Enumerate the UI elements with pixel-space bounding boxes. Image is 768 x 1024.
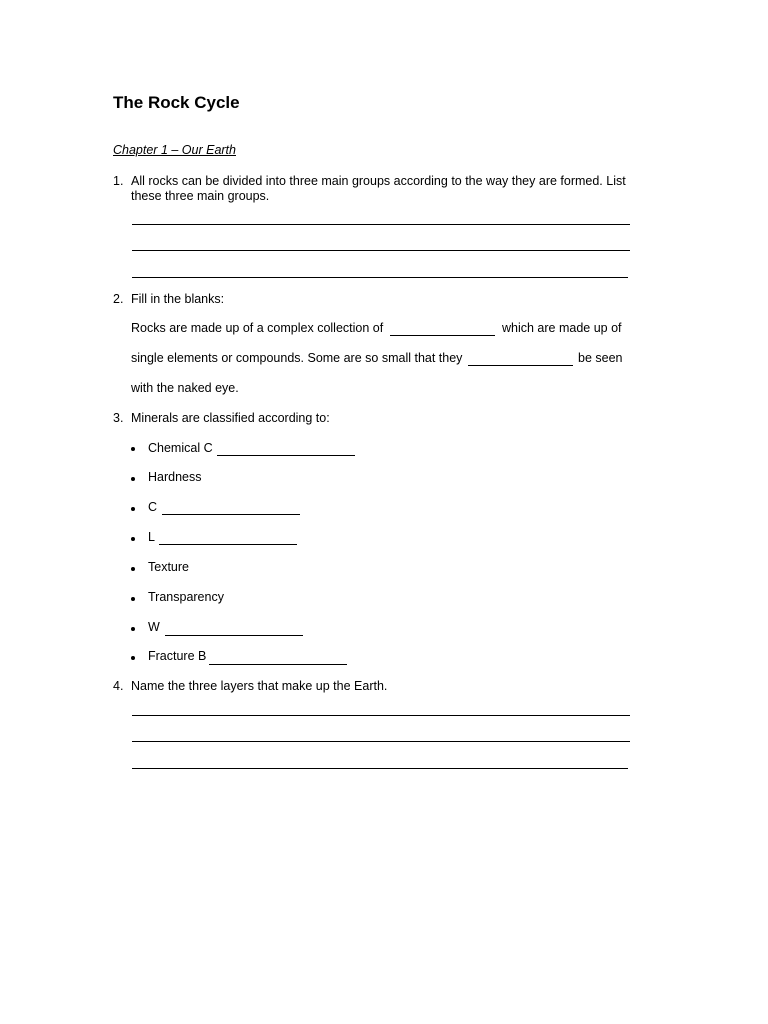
criteria-blank-w[interactable] [165,635,303,636]
page-title: The Rock Cycle [113,93,240,112]
criteria-item-texture: Texture [148,560,189,574]
bullet-icon [131,627,135,631]
chapter-heading: Chapter 1 – Our Earth [113,143,236,157]
bullet-icon [131,447,135,451]
criteria-blank-l[interactable] [159,544,297,545]
criteria-blank-fracture[interactable] [209,664,347,665]
question-3-number: 3. [113,411,124,425]
criteria-item-hardness: Hardness [148,470,202,484]
answer-line-q1-2[interactable] [132,250,630,251]
bullet-icon [131,567,135,571]
answer-line-q1-3[interactable] [132,277,628,278]
bullet-icon [131,507,135,511]
question-2-number: 2. [113,292,124,306]
question-4-number: 4. [113,679,124,693]
bullet-icon [131,537,135,541]
bullet-icon [131,656,135,660]
question-2-text: Fill in the blanks: [131,292,225,306]
fill-blank-sentence-3: with the naked eye. [131,381,239,395]
fill-blank-sentence-1-end: which are made up of [502,321,622,335]
fill-blank-sentence-1-start: Rocks are made up of a complex collection of [131,321,384,335]
criteria-blank-c[interactable] [162,514,300,515]
answer-line-q4-1[interactable] [132,715,630,716]
question-1-number: 1. [113,174,124,188]
criteria-item-w: W [148,620,160,634]
criteria-item-l: L [148,530,155,544]
fill-blank-sentence-2-end: be seen [578,351,623,365]
fill-blank-2[interactable] [468,365,573,366]
answer-line-q4-2[interactable] [132,741,630,742]
criteria-item-chemical: Chemical C [148,441,213,455]
fill-blank-1[interactable] [390,335,495,336]
question-1-text: All rocks can be divided into three main groups according to the way they are formed. List these three main groups. [131,174,626,203]
criteria-blank-chemical[interactable] [217,455,355,456]
fill-blank-sentence-2-start: single elements or compounds. Some are so small that they [131,351,463,365]
criteria-item-transparency: Transparency [148,590,224,604]
answer-line-q1-1[interactable] [132,224,630,225]
question-4-text: Name the three layers that make up the Earth. [131,679,388,693]
bullet-icon [131,597,135,601]
answer-line-q4-3[interactable] [132,768,628,769]
criteria-item-c: C [148,500,158,514]
question-3-text: Minerals are classified according to: [131,411,330,425]
criteria-item-fracture: Fracture B [148,649,207,663]
bullet-icon [131,477,135,481]
